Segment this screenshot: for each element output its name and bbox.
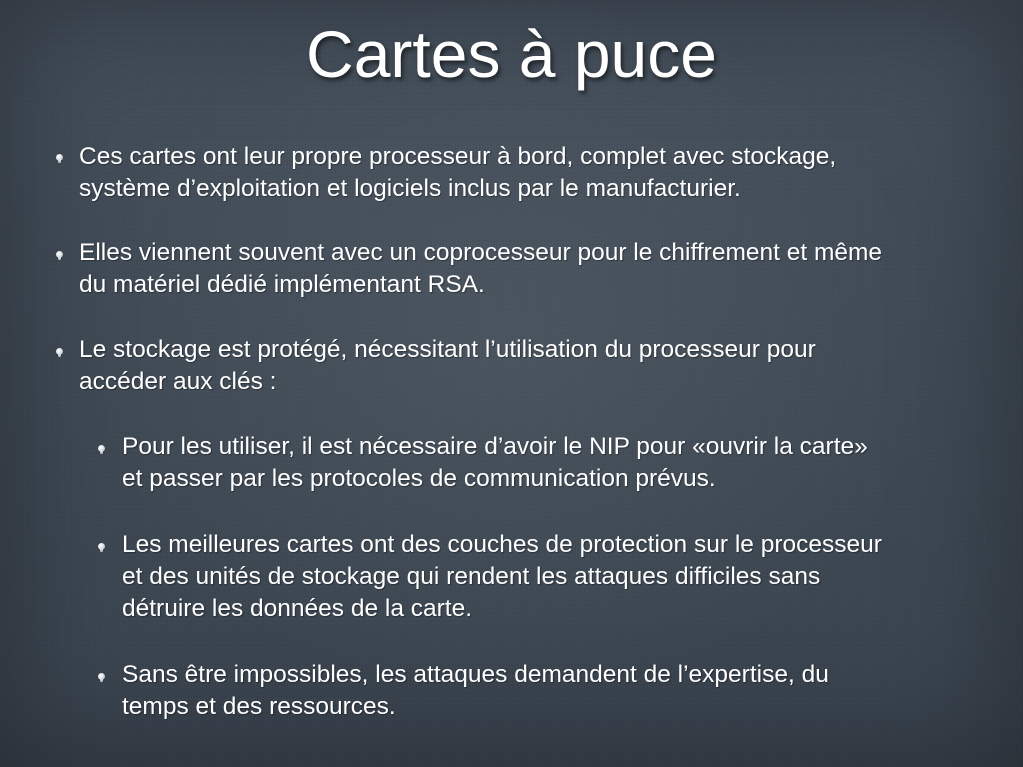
bullet-line: Ces cartes ont leur propre processeur à bord, complet avec stockage, <box>79 143 837 170</box>
bullet-line: Les meilleures cartes ont des couches de protection sur le processeur <box>122 531 882 558</box>
bullet-marker-icon <box>56 348 63 355</box>
bullet-line: du matériel dédié implémentant RSA. <box>79 271 485 298</box>
bullet-line: et passer par les protocoles de communication prévus. <box>122 465 716 492</box>
sub-bullet-marker-icon <box>98 445 105 452</box>
bullet-line: Sans être impossibles, les attaques demandent de l’expertise, du <box>122 661 829 688</box>
bullet-line: et des unités de stockage qui rendent les attaques difficiles sans <box>122 563 821 590</box>
sub-bullet-item <box>122 529 1014 625</box>
bullet-item <box>79 334 1014 398</box>
bullet-marker-icon <box>56 251 63 258</box>
sub-bullet-marker-icon <box>98 543 105 550</box>
bullet-line: Elles viennent souvent avec un coprocesseur pour le chiffrement et même <box>79 239 883 266</box>
bullet-line: accéder aux clés : <box>79 368 277 395</box>
sub-bullet-item <box>122 659 1014 723</box>
sub-bullet-marker-icon <box>98 673 105 680</box>
bullet-line: Pour les utiliser, il est nécessaire d’avoir le NIP pour «ouvrir la carte» <box>122 433 868 460</box>
bullet-item <box>79 237 1014 301</box>
bullet-marker-icon <box>56 154 63 161</box>
sub-bullet-item <box>122 431 1014 495</box>
bullet-line: système d’exploitation et logiciels inclus par le manufacturier. <box>79 175 741 202</box>
bullet-line: temps et des ressources. <box>122 693 396 720</box>
slide-title: Cartes à puce <box>306 17 717 91</box>
bullet-item <box>79 141 1014 205</box>
bullet-line: Le stockage est protégé, nécessitant l’utilisation du processeur pour <box>79 336 816 363</box>
bullet-line: détruire les données de la carte. <box>122 595 473 622</box>
